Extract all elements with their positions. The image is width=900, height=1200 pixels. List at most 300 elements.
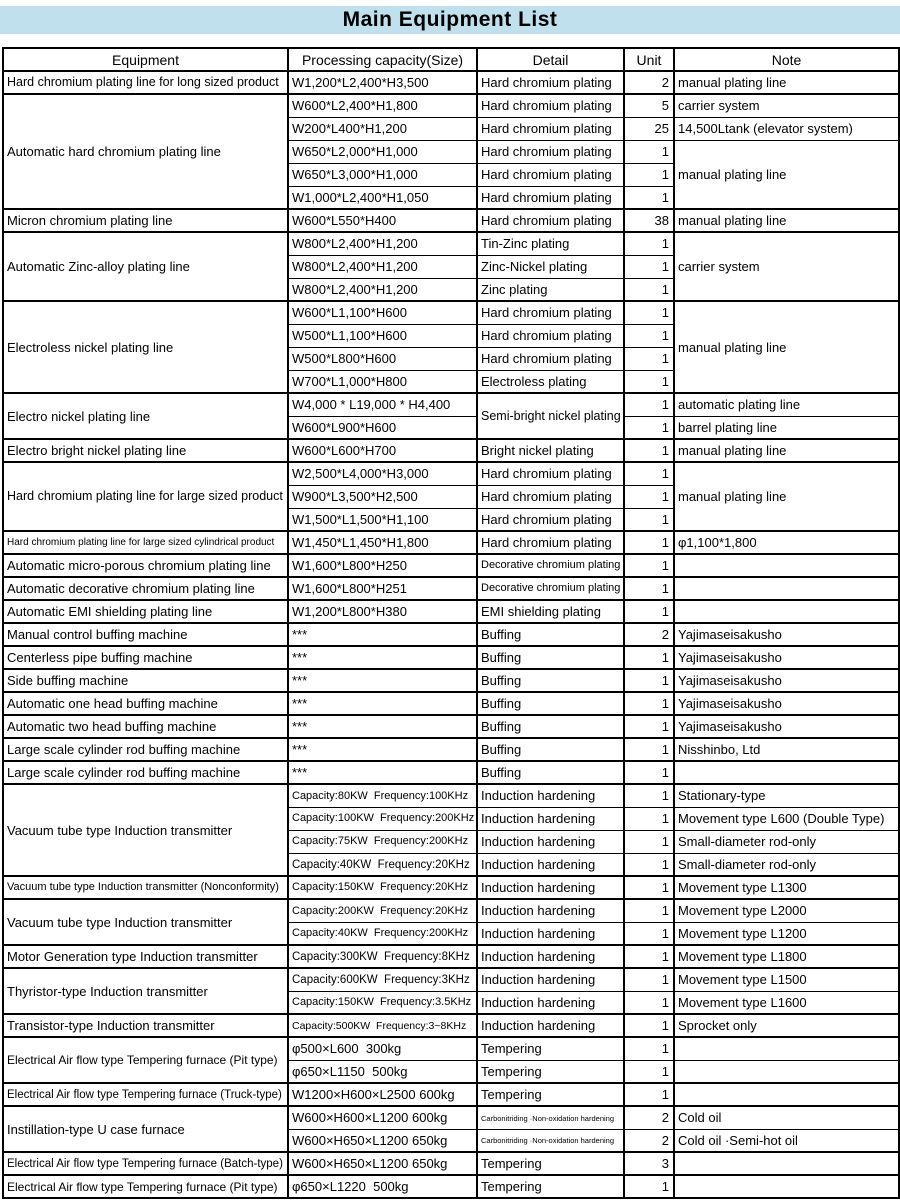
- unit-cell: [624, 761, 674, 784]
- detail-cell: [477, 1083, 624, 1106]
- size-text: W650*L2,000*H1,000: [292, 144, 418, 160]
- unit-text: 1: [661, 489, 669, 505]
- equipment-label: Automatic Zinc-alloy plating line: [7, 259, 190, 275]
- detail-text: Hard chromium plating: [481, 466, 612, 482]
- note-text: manual plating line: [678, 166, 787, 182]
- detail-text: Hard chromium plating: [481, 213, 612, 229]
- note-cell: [674, 1106, 899, 1129]
- table-row: [3, 1152, 899, 1175]
- detail-cell: [477, 761, 624, 784]
- unit-cell: [624, 577, 674, 600]
- size-cell: [288, 370, 477, 393]
- detail-text: Zinc-Nickel plating: [481, 259, 588, 275]
- unit-text: 1: [661, 811, 669, 827]
- size-text: W1,500*L1,500*H1,100: [292, 511, 429, 527]
- size-cell: [288, 623, 477, 646]
- detail-text: Hard chromium plating: [481, 328, 612, 344]
- unit-text: 1: [661, 281, 669, 297]
- size-text: ***: [292, 696, 308, 712]
- size-text: W1,200*L800*H380: [292, 604, 407, 620]
- size-text: W200*L400*H1,200: [292, 121, 407, 137]
- note-text: Movement type L1200: [678, 925, 807, 941]
- equipment-cell: [3, 623, 288, 646]
- note-text: manual plating line: [678, 443, 787, 459]
- size-cell: [288, 508, 477, 531]
- size-text: W4,000 * L19,000 * H4,400: [292, 397, 451, 413]
- unit-cell: [624, 186, 674, 209]
- note-cell: [674, 140, 899, 209]
- detail-text: Carbonitriding ·Non-oxidation hardening: [481, 1136, 614, 1146]
- table-row: [3, 71, 899, 94]
- size-cell: [288, 140, 477, 163]
- size-cell: [288, 1129, 477, 1152]
- detail-cell: [477, 669, 624, 692]
- detail-text: Bright nickel plating: [481, 443, 594, 459]
- note-cell: [674, 899, 899, 922]
- page-title: Main Equipment List: [0, 6, 900, 34]
- detail-text: Zinc plating: [481, 281, 548, 297]
- size-cell: [288, 876, 477, 899]
- unit-text: 1: [661, 466, 669, 482]
- detail-text: Induction hardening: [481, 972, 596, 988]
- detail-cell: [477, 968, 624, 991]
- unit-text: 1: [661, 167, 669, 183]
- unit-cell: [624, 1152, 674, 1175]
- unit-cell: [624, 347, 674, 370]
- unit-text: 1: [661, 236, 669, 252]
- detail-cell: [477, 163, 624, 186]
- detail-text: Induction hardening: [481, 788, 596, 804]
- table-row: [3, 439, 899, 462]
- equipment-cell: [3, 899, 288, 945]
- unit-text: 1: [661, 443, 669, 459]
- detail-text: Induction hardening: [481, 994, 596, 1010]
- detail-cell: [477, 922, 624, 945]
- unit-cell: [624, 94, 674, 117]
- detail-cell: [477, 991, 624, 1014]
- equipment-label: Thyristor-type Induction transmitter: [7, 983, 208, 999]
- size-text: W700*L1,000*H800: [292, 373, 407, 389]
- detail-text: Hard chromium plating: [481, 535, 612, 551]
- detail-text: Hard chromium plating: [481, 189, 612, 205]
- note-cell: [674, 416, 899, 439]
- detail-cell: [477, 1152, 624, 1175]
- equipment-label: Electro nickel plating line: [7, 408, 151, 424]
- note-text: manual plating line: [678, 75, 787, 91]
- detail-cell: [477, 71, 624, 94]
- note-cell: [674, 1014, 899, 1037]
- detail-text: Buffing: [481, 650, 522, 666]
- table-row: [3, 301, 899, 324]
- size-cell: [288, 945, 477, 968]
- unit-text: 1: [661, 925, 669, 941]
- unit-text: 1: [661, 305, 669, 321]
- detail-text: Hard chromium plating: [481, 167, 612, 183]
- unit-text: 25: [654, 121, 669, 137]
- detail-text: Buffing: [481, 719, 522, 735]
- size-cell: [288, 784, 477, 807]
- unit-cell: [624, 968, 674, 991]
- size-cell: [288, 255, 477, 278]
- unit-text: 1: [661, 742, 669, 758]
- unit-text: 1: [661, 351, 669, 367]
- table-row: [3, 715, 899, 738]
- note-cell: [674, 646, 899, 669]
- size-text: Capacity:75KW Frequency:200KHz: [292, 835, 469, 848]
- detail-cell: [477, 232, 624, 255]
- equipment-cell: [3, 209, 288, 232]
- size-text: W600*L1,100*H600: [292, 305, 407, 321]
- note-cell: [674, 531, 899, 554]
- note-text: Nisshinbo, Ltd: [678, 742, 761, 758]
- equipment-label: Electrical Air flow type Tempering furnace (Pit type): [7, 1053, 278, 1068]
- equipment-cell: [3, 1037, 288, 1083]
- unit-cell: [624, 393, 674, 416]
- unit-text: 1: [661, 535, 669, 551]
- detail-text: Tin-Zinc plating: [481, 236, 570, 252]
- note-text: Movement type L600 (Double Type): [678, 811, 885, 827]
- detail-text: Tempering: [481, 1087, 542, 1103]
- size-text: Capacity:500KW Frequency:3~8KHz: [292, 1019, 467, 1032]
- unit-text: 1: [661, 1041, 669, 1057]
- detail-text: Induction hardening: [481, 903, 596, 919]
- note-text: Movement type L1300: [678, 880, 807, 896]
- table-row: [3, 1014, 899, 1037]
- detail-cell: [477, 600, 624, 623]
- table-row: [3, 1037, 899, 1060]
- equipment-cell: [3, 554, 288, 577]
- detail-text: Hard chromium plating: [481, 511, 612, 527]
- detail-cell: [477, 508, 624, 531]
- equipment-label: Automatic two head buffing machine: [7, 719, 217, 735]
- note-cell: [674, 600, 899, 623]
- unit-cell: [624, 669, 674, 692]
- equipment-label: Hard chromium plating line for large sized product: [7, 489, 283, 504]
- size-text: W1,000*L2,400*H1,050: [292, 189, 429, 205]
- equipment-cell: [3, 738, 288, 761]
- size-text: Capacity:150KW Frequency:3.5KHz: [292, 996, 472, 1009]
- detail-text: Induction hardening: [481, 1018, 596, 1034]
- detail-text: Induction hardening: [481, 856, 596, 872]
- detail-text: Tempering: [481, 1156, 542, 1172]
- equipment-cell: [3, 531, 288, 554]
- table-row: [3, 692, 899, 715]
- unit-cell: [624, 140, 674, 163]
- size-text: Capacity:100KW Frequency:200KHz: [292, 812, 475, 825]
- detail-cell: [477, 186, 624, 209]
- unit-text: 1: [661, 419, 669, 435]
- note-cell: [674, 784, 899, 807]
- detail-cell: [477, 646, 624, 669]
- unit-text: 1: [661, 1179, 669, 1195]
- unit-text: 2: [661, 1110, 669, 1126]
- table-row: [3, 232, 899, 255]
- equipment-label: Side buffing machine: [7, 673, 129, 689]
- unit-cell: [624, 1060, 674, 1083]
- note-text: Yajimaseisakusho: [678, 627, 782, 643]
- table-row: [3, 1106, 899, 1129]
- size-text: Capacity:300KW Frequency:8KHz: [292, 951, 470, 964]
- detail-text: Hard chromium plating: [481, 489, 612, 505]
- note-cell: [674, 623, 899, 646]
- size-text: W650*L3,000*H1,000: [292, 167, 418, 183]
- table-row: [3, 876, 899, 899]
- unit-text: 2: [661, 627, 669, 643]
- detail-text: Carbonitriding ·Non-oxidation hardening: [481, 1113, 614, 1123]
- column-header-note: Note: [674, 48, 899, 71]
- size-text: φ650×L1150 500kg: [292, 1063, 408, 1079]
- detail-cell: [477, 393, 624, 439]
- size-text: Capacity:150KW Frequency:20KHz: [292, 881, 469, 894]
- size-cell: [288, 761, 477, 784]
- equipment-label: Hard chromium plating line for large sized cylindrical product: [7, 536, 275, 548]
- detail-cell: [477, 347, 624, 370]
- detail-cell: [477, 255, 624, 278]
- note-cell: [674, 738, 899, 761]
- detail-text: Decorative chromium plating: [481, 559, 621, 572]
- detail-text: Semi-bright nickel plating: [481, 408, 621, 423]
- equipment-cell: [3, 600, 288, 623]
- table-row: [3, 968, 899, 991]
- detail-text: Buffing: [481, 765, 522, 781]
- detail-text: Tempering: [481, 1179, 542, 1195]
- equipment-cell: [3, 393, 288, 439]
- size-text: W800*L2,400*H1,200: [292, 236, 418, 252]
- unit-text: 1: [661, 604, 669, 620]
- detail-text: Tempering: [481, 1041, 542, 1057]
- size-cell: [288, 1083, 477, 1106]
- detail-text: Buffing: [481, 742, 522, 758]
- unit-cell: [624, 278, 674, 301]
- equipment-table-body: [3, 71, 899, 1198]
- size-text: W600*L900*H600: [292, 419, 397, 435]
- detail-cell: [477, 945, 624, 968]
- table-row: [3, 623, 899, 646]
- detail-cell: [477, 301, 624, 324]
- detail-cell: [477, 876, 624, 899]
- size-cell: [288, 600, 477, 623]
- size-text: ***: [292, 742, 308, 758]
- unit-text: 1: [661, 673, 669, 689]
- note-cell: [674, 462, 899, 531]
- note-cell: [674, 1037, 899, 1060]
- table-row: [3, 784, 899, 807]
- unit-cell: [624, 485, 674, 508]
- unit-text: 1: [661, 834, 669, 850]
- size-text: φ650×L1220 500kg: [292, 1179, 409, 1195]
- size-text: W600×H650×L1200 650kg: [292, 1132, 448, 1148]
- unit-text: 3: [661, 1156, 669, 1172]
- equipment-label: Automatic hard chromium plating line: [7, 144, 221, 160]
- table-row: [3, 669, 899, 692]
- size-cell: [288, 1060, 477, 1083]
- unit-text: 1: [661, 880, 669, 896]
- size-cell: [288, 899, 477, 922]
- unit-text: 1: [661, 1018, 669, 1034]
- unit-text: 1: [661, 788, 669, 804]
- unit-text: 1: [661, 696, 669, 712]
- size-cell: [288, 347, 477, 370]
- detail-text: Buffing: [481, 627, 522, 643]
- equipment-label: Instillation-type U case furnace: [7, 1121, 185, 1137]
- equipment-label: Large scale cylinder rod buffing machine: [7, 742, 241, 758]
- note-cell: [674, 945, 899, 968]
- table-row: [3, 393, 899, 416]
- note-text: Yajimaseisakusho: [678, 650, 782, 666]
- detail-cell: [477, 807, 624, 830]
- size-text: Capacity:200KW Frequency:20KHz: [292, 904, 469, 917]
- note-cell: [674, 554, 899, 577]
- size-cell: [288, 554, 477, 577]
- size-cell: [288, 278, 477, 301]
- unit-text: 1: [661, 994, 669, 1010]
- note-text: automatic plating line: [678, 397, 801, 413]
- equipment-cell: [3, 439, 288, 462]
- detail-cell: [477, 209, 624, 232]
- detail-cell: [477, 853, 624, 876]
- size-text: W900*L3,500*H2,500: [292, 489, 418, 505]
- equipment-label: Automatic EMI shielding plating line: [7, 604, 213, 620]
- table-row: [3, 577, 899, 600]
- detail-text: Tempering: [481, 1063, 542, 1079]
- table-row: [3, 899, 899, 922]
- table-row: [3, 600, 899, 623]
- size-text: W600*L550*H400: [292, 213, 397, 229]
- note-cell: [674, 94, 899, 117]
- unit-cell: [624, 324, 674, 347]
- size-text: ***: [292, 719, 308, 735]
- table-row: [3, 554, 899, 577]
- unit-cell: [624, 853, 674, 876]
- detail-cell: [477, 439, 624, 462]
- detail-text: Buffing: [481, 696, 522, 712]
- detail-cell: [477, 278, 624, 301]
- note-text: manual plating line: [678, 213, 787, 229]
- size-text: W1,200*L2,400*H3,500: [292, 75, 429, 91]
- note-cell: [674, 1152, 899, 1175]
- size-text: W1,600*L800*H250: [292, 558, 407, 574]
- equipment-label: Centerless pipe buffing machine: [7, 650, 193, 666]
- size-text: ***: [292, 673, 308, 689]
- unit-cell: [624, 1037, 674, 1060]
- size-text: Capacity:80KW Frequency:100KHz: [292, 789, 469, 802]
- unit-text: 1: [661, 144, 669, 160]
- detail-text: Induction hardening: [481, 880, 596, 896]
- equipment-label: Vacuum tube type Induction transmitter (Nonconformity): [7, 881, 279, 894]
- size-text: W600*L2,400*H1,800: [292, 98, 418, 114]
- detail-cell: [477, 1037, 624, 1060]
- table-row: [3, 462, 899, 485]
- equipment-table: [2, 47, 900, 1199]
- note-cell: [674, 807, 899, 830]
- note-cell: [674, 1060, 899, 1083]
- unit-text: 1: [661, 511, 669, 527]
- note-cell: [674, 669, 899, 692]
- note-cell: [674, 692, 899, 715]
- size-text: W1200×H600×L2500 600kg: [292, 1087, 455, 1103]
- detail-cell: [477, 117, 624, 140]
- note-cell: [674, 853, 899, 876]
- equipment-cell: [3, 715, 288, 738]
- detail-text: Hard chromium plating: [481, 75, 612, 91]
- equipment-cell: [3, 784, 288, 876]
- equipment-label: Electro bright nickel plating line: [7, 443, 187, 459]
- unit-cell: [624, 163, 674, 186]
- equipment-label: Automatic decorative chromium plating line: [7, 581, 255, 597]
- table-row: [3, 945, 899, 968]
- detail-cell: [477, 623, 624, 646]
- unit-cell: [624, 117, 674, 140]
- unit-text: 1: [661, 765, 669, 781]
- detail-text: EMI shielding plating: [481, 604, 601, 620]
- equipment-label: Hard chromium plating line for long sized product: [7, 75, 279, 90]
- size-cell: [288, 577, 477, 600]
- unit-text: 2: [661, 1132, 669, 1148]
- unit-text: 1: [661, 856, 669, 872]
- note-text: Cold oil: [678, 1110, 722, 1126]
- size-cell: [288, 692, 477, 715]
- size-cell: [288, 669, 477, 692]
- size-text: W500*L1,100*H600: [292, 328, 407, 344]
- detail-text: Induction hardening: [481, 925, 596, 941]
- size-cell: [288, 393, 477, 416]
- equipment-label: Electroless nickel plating line: [7, 339, 174, 355]
- detail-cell: [477, 140, 624, 163]
- size-text: W2,500*L4,000*H3,000: [292, 466, 429, 482]
- size-text: W800*L2,400*H1,200: [292, 259, 418, 275]
- note-text: manual plating line: [678, 489, 787, 505]
- detail-text: Buffing: [481, 673, 522, 689]
- detail-text: Hard chromium plating: [481, 351, 612, 367]
- size-text: Capacity:600KW Frequency:3KHz: [292, 974, 470, 987]
- detail-cell: [477, 1060, 624, 1083]
- detail-text: Induction hardening: [481, 949, 596, 965]
- equipment-label: Electrical Air flow type Tempering furnace (Batch-type): [7, 1158, 283, 1171]
- note-cell: [674, 830, 899, 853]
- unit-cell: [624, 370, 674, 393]
- unit-text: 1: [661, 259, 669, 275]
- size-text: ***: [292, 650, 308, 666]
- note-text: Sprocket only: [678, 1018, 757, 1034]
- size-text: ***: [292, 627, 308, 643]
- detail-text: Hard chromium plating: [481, 98, 612, 114]
- size-cell: [288, 94, 477, 117]
- detail-text: Induction hardening: [481, 811, 596, 827]
- size-text: W600×H650×L1200 650kg: [292, 1156, 448, 1172]
- size-cell: [288, 232, 477, 255]
- equipment-cell: [3, 1106, 288, 1152]
- note-cell: [674, 209, 899, 232]
- unit-cell: [624, 1014, 674, 1037]
- equipment-cell: [3, 232, 288, 301]
- size-cell: [288, 1175, 477, 1198]
- equipment-label: Motor Generation type Induction transmitter: [7, 949, 258, 965]
- note-text: Small-diameter rod-only: [678, 834, 816, 850]
- unit-cell: [624, 876, 674, 899]
- detail-cell: [477, 1129, 624, 1152]
- unit-cell: [624, 301, 674, 324]
- unit-cell: [624, 807, 674, 830]
- detail-cell: [477, 577, 624, 600]
- unit-cell: [624, 715, 674, 738]
- note-text: Cold oil ·Semi-hot oil: [678, 1132, 798, 1148]
- equipment-cell: [3, 1175, 288, 1198]
- note-text: Yajimaseisakusho: [678, 673, 782, 689]
- detail-cell: [477, 715, 624, 738]
- size-text: W500*L800*H600: [292, 351, 397, 367]
- size-cell: [288, 807, 477, 830]
- detail-cell: [477, 784, 624, 807]
